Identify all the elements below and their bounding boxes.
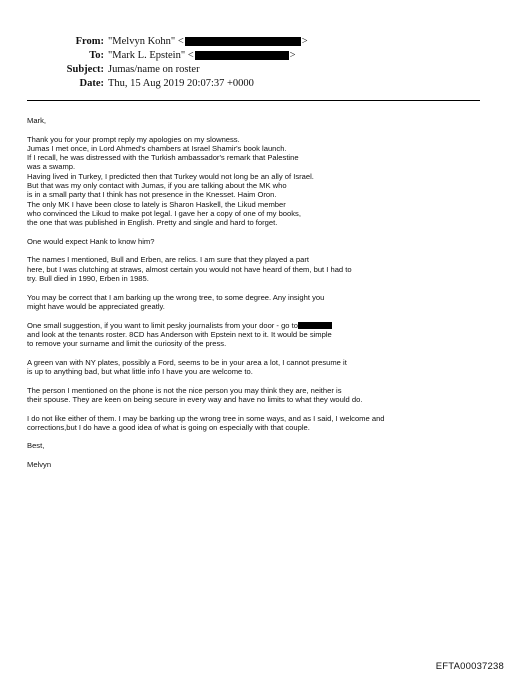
text-line: the one that was published in English. Pretty and single and hard to forget. (27, 218, 278, 228)
date-value: Thu, 15 Aug 2019 20:07:37 +0000 (108, 78, 254, 89)
text-line: their spouse. They are keen on being secure in every way and have no limits to what they would do. (27, 394, 363, 404)
text-line: might have would be appreciated greatly. (27, 301, 165, 311)
redaction-block (185, 37, 301, 46)
greeting: Mark, (27, 116, 46, 125)
text-line: who convinced the Likud to make pot legal. I gave her a copy of one of my books, (27, 208, 301, 218)
text-line: The person I mentioned on the phone is not the nice person you may think they are, neither is (27, 385, 342, 395)
text-line: I do not like either of them. I may be barking up the wrong tree in some ways, and as I said, I welcome and (27, 413, 385, 423)
redaction-block (195, 51, 289, 60)
subject-value: Jumas/name on roster (108, 64, 200, 75)
from-close: > (301, 36, 308, 47)
text-line: If I recall, he was distressed with the Turkish ambassador's remark that Palestine (27, 153, 299, 163)
text-line: But that was my only contact with Jumas, if you are talking about the MK who (27, 181, 287, 191)
paragraph-2: One would expect Hank to know him? (27, 236, 155, 246)
email-body (27, 116, 477, 479)
to-name: "Mark L. Epstein" < (108, 50, 194, 61)
text-line: Having lived in Turkey, I predicted then that Turkey would not long be an ally of Israel. (27, 171, 314, 181)
header-divider (27, 100, 480, 101)
text-line: here, but I was clutching at straws, almost certain you would not have heard of them, but I had to (27, 264, 352, 274)
email-header (24, 36, 308, 92)
signature: Melvyn (27, 459, 52, 469)
paragraph-3 (27, 255, 477, 283)
date-label: Date: (79, 78, 104, 89)
subject-row (24, 64, 308, 77)
closing: Best, (27, 441, 45, 451)
paragraph-4 (27, 293, 477, 312)
text-line: One small suggestion, if you want to limit pesky journalists from your door - go to (27, 320, 298, 330)
subject-label: Subject: (66, 64, 104, 75)
to-label: To: (89, 50, 104, 61)
date-row (24, 78, 308, 91)
paragraph-1 (27, 135, 477, 228)
from-name: "Melvyn Kohn" < (108, 36, 184, 47)
text-line: is in a small party that I think has not presence in the Knesset. Haim Oron. (27, 190, 277, 200)
document-id: EFTA00037238 (435, 661, 504, 672)
paragraph-6 (27, 358, 477, 377)
text-line: Thank you for your prompt reply my apologies on my slowness. (27, 134, 240, 144)
text-line: to remove your surname and limit the curiosity of the press. (27, 339, 227, 349)
text-line: Jumas I met once, in Lord Ahmed's chambers at Israel Shamir's book launch. (27, 143, 287, 153)
text-line: The only MK I have been close to lately is Sharon Haskell, the Likud member (27, 199, 286, 209)
text-line: is up to anything bad, but what little info I have you are welcome to. (27, 367, 253, 377)
to-row (24, 50, 308, 63)
text-line: You may be correct that I am barking up the wrong tree, to some degree. Any insight you (27, 292, 325, 302)
redaction-block (298, 322, 332, 329)
paragraph-5 (27, 321, 477, 349)
from-row (24, 36, 308, 49)
text-line: The names I mentioned, Bull and Erben, are relics. I am sure that they played a part (27, 255, 309, 265)
text-line: and look at the tenants roster. 8CD has Anderson with Epstein next to it. It would be simple (27, 329, 332, 339)
text-line: was a swamp. (27, 162, 76, 172)
from-label: From: (75, 36, 104, 47)
text-line: try. Bull died in 1990, Erben in 1985. (27, 274, 149, 284)
paragraph-8 (27, 414, 477, 433)
to-close: > (289, 50, 296, 61)
text-line: corrections,but I do have a good idea of what is going on especially with that couple. (27, 422, 310, 432)
paragraph-7 (27, 386, 477, 405)
text-line: A green van with NY plates, possibly a Ford, seems to be in your area a lot, I cannot presume it (27, 357, 347, 367)
